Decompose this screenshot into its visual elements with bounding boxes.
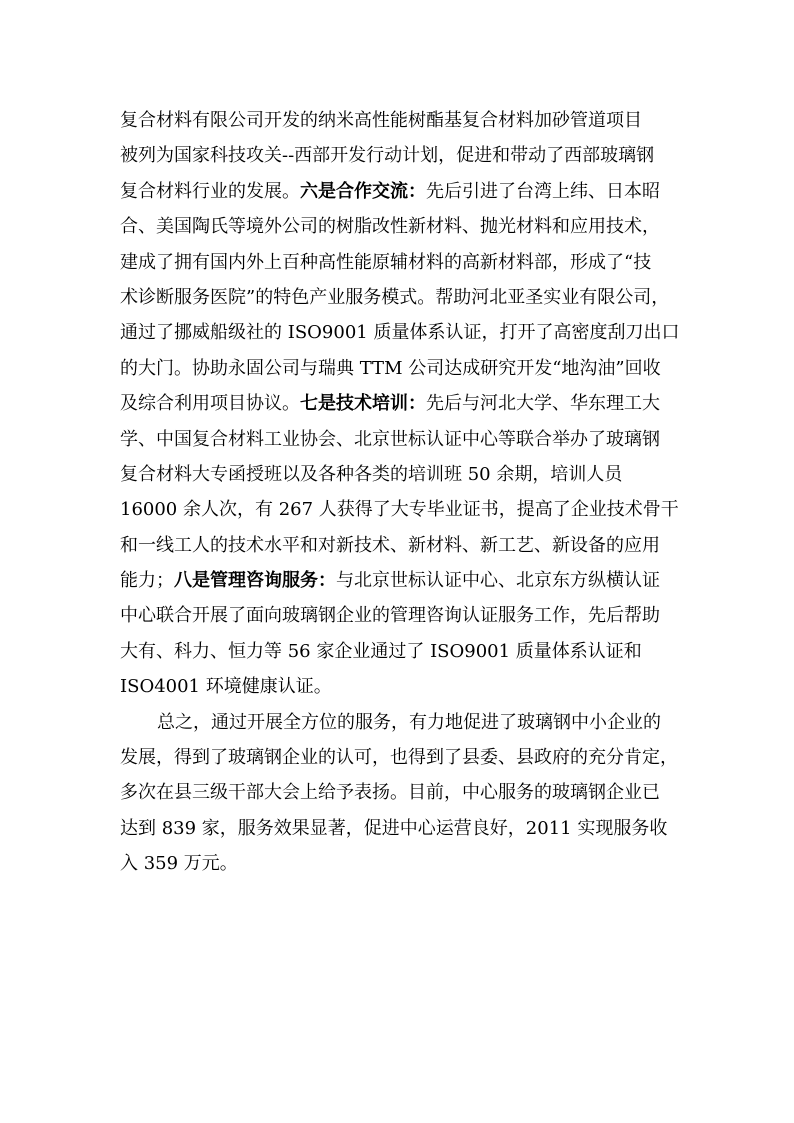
text-line (120, 209, 680, 244)
body-text: 先后引进了台湾上纬、日本昭 (426, 180, 660, 202)
text-line (120, 846, 680, 881)
bold-heading-text: 八是管理咨询服务： (174, 570, 336, 592)
body-text: 复合材料行业的发展。 (120, 180, 300, 202)
text-line (120, 563, 680, 598)
bold-heading-text: 六是合作交流： (300, 180, 426, 202)
body-text: 的大门。协助永固公司与瑞典 TTM 公司达成研究开发“地沟油”回收 (120, 357, 661, 379)
text-line (120, 174, 680, 209)
body-text: 能力； (120, 570, 174, 592)
body-text: 多次在县三级干部大会上给予表扬。目前，中心服务的玻璃钢企业已 (120, 782, 660, 804)
body-text: 达到 839 家，服务效果显著，促进中心运营良好，2011 实现服务收 (120, 817, 668, 839)
text-line (120, 740, 680, 775)
text-line (120, 245, 680, 280)
text-line (120, 705, 680, 740)
text-line (120, 315, 680, 350)
body-text: 学、中国复合材料工业协会、北京世标认证中心等联合举办了玻璃钢 (120, 428, 660, 450)
text-line (120, 138, 680, 173)
body-text: 通过了挪威船级社的 ISO9001 质量体系认证，打开了高密度刮刀出口 (120, 322, 680, 344)
body-text: 复合材料有限公司开发的纳米高性能树酯基复合材料加砂管道项目 (120, 110, 642, 131)
body-text: 先后与河北大学、华东理工大 (426, 393, 660, 415)
body-text: 建成了拥有国内外上百种高性能原辅材料的高新材料部，形成了“技 (120, 251, 652, 273)
body-text: 和一线工人的技术水平和对新技术、新材料、新工艺、新设备的应用 (120, 534, 660, 556)
text-line (120, 280, 680, 315)
text-line (120, 492, 680, 527)
body-text: 入 359 万元。 (120, 853, 238, 875)
text-line (120, 351, 680, 386)
text-line (120, 669, 680, 704)
body-text: 术诊断服务医院”的特色产业服务模式。帮助河北亚圣实业有限公司， (120, 286, 670, 308)
text-line (120, 386, 680, 421)
body-text: 中心联合开展了面向玻璃钢企业的管理咨询认证服务工作，先后帮助 (120, 605, 660, 627)
text-line (120, 457, 680, 492)
body-text: 复合材料大专函授班以及各种各类的培训班 50 余期，培训人员 (120, 463, 623, 485)
text-line (120, 528, 680, 563)
text-line (120, 634, 680, 669)
body-text: 总之，通过开展全方位的服务，有力地促进了玻璃钢中小企业的 (157, 711, 661, 733)
text-line (120, 103, 680, 138)
body-text: 大有、科力、恒力等 56 家企业通过了 ISO9001 质量体系认证和 (120, 640, 642, 662)
body-text: 合、美国陶氏等境外公司的树脂改性新材料、抛光材料和应用技术， (120, 216, 660, 238)
text-line (120, 775, 680, 810)
body-text: 发展，得到了玻璃钢企业的认可，也得到了县委、县政府的充分肯定， (120, 747, 678, 769)
body-text: 被列为国家科技攻关--西部开发行动计划，促进和带动了西部玻璃钢 (120, 145, 655, 167)
body-text: 与北京世标认证中心、北京东方纵横认证 (336, 570, 660, 592)
body-text: ISO4001 环境健康认证。 (120, 676, 332, 698)
text-line (120, 598, 680, 633)
bold-heading-text: 七是技术培训： (300, 393, 426, 415)
text-line (120, 422, 680, 457)
body-text: 16000 余人次，有 267 人获得了大专毕业证书，提高了企业技术骨干 (120, 499, 679, 521)
text-line (120, 811, 680, 846)
body-text: 及综合利用项目协议。 (120, 393, 300, 415)
document-body (120, 103, 680, 882)
